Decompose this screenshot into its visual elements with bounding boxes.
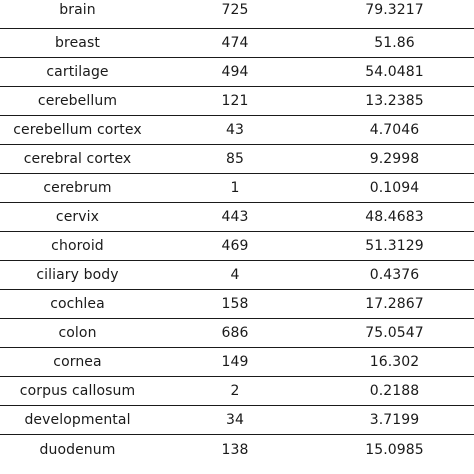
percent-cell: 16.302 [369,354,420,370]
percent-cell: 17.2867 [365,296,424,312]
count-cell: 158 [221,296,249,312]
count-cell: 149 [221,354,249,370]
percent-cell: 3.7199 [369,412,420,428]
tissue-cell: cerebellum cortex [13,122,142,138]
tissue-cell: cochlea [50,296,105,312]
tissue-cell: brain [59,2,96,18]
tissue-cell: cerebral cortex [23,151,132,167]
tissue-cell: cerebellum [37,93,118,109]
table-row [0,406,474,435]
table-row [0,435,474,464]
table-row [0,58,474,87]
table-row [0,29,474,58]
tissue-cell: colon [58,325,97,341]
tissue-cell: ciliary body [36,267,119,283]
percent-cell: 4.7046 [369,122,420,138]
count-cell: 43 [225,122,244,138]
tissue-cell: cartilage [46,64,109,80]
count-cell: 469 [221,238,249,254]
count-cell: 686 [221,325,249,341]
tissue-cell: cornea [53,354,102,370]
count-cell: 34 [225,412,244,428]
count-cell: 474 [221,35,249,51]
table-row [0,348,474,377]
table-row [0,319,474,348]
tissue-cell: cervix [55,209,100,225]
count-cell: 4 [230,267,240,283]
count-cell: 121 [221,93,249,109]
percent-cell: 51.86 [374,35,415,51]
count-cell: 494 [221,64,249,80]
count-cell: 138 [221,441,249,458]
percent-cell: 51.3129 [365,238,424,254]
count-cell: 1 [230,180,240,196]
tissue-cell: duodenum [39,441,116,458]
table-row [0,0,474,29]
tissue-cell: corpus callosum [19,383,136,399]
percent-cell: 0.2188 [369,383,420,399]
percent-cell: 15.0985 [365,441,424,458]
count-cell: 2 [230,383,240,399]
percent-cell: 0.1094 [369,180,420,196]
table-row [0,116,474,145]
table-row [0,261,474,290]
percent-cell: 75.0547 [365,325,424,341]
percent-cell: 9.2998 [369,151,420,167]
percent-cell: 48.4683 [365,209,424,225]
tissue-cell: cerebrum [43,180,112,196]
tissue-cell: choroid [51,238,104,254]
percent-cell: 0.4376 [369,267,420,283]
tissue-cell: developmental [24,412,131,428]
count-cell: 443 [221,209,249,225]
count-cell: 85 [225,151,244,167]
table-row [0,290,474,319]
percent-cell: 13.2385 [365,93,424,109]
percent-cell: 79.3217 [365,2,424,18]
table-row [0,232,474,261]
table-row [0,145,474,174]
table-row [0,87,474,116]
tissue-cell: breast [55,35,100,51]
percent-cell: 54.0481 [365,64,424,80]
table-row [0,377,474,406]
table-row [0,203,474,232]
count-cell: 725 [221,2,249,18]
table-row [0,174,474,203]
